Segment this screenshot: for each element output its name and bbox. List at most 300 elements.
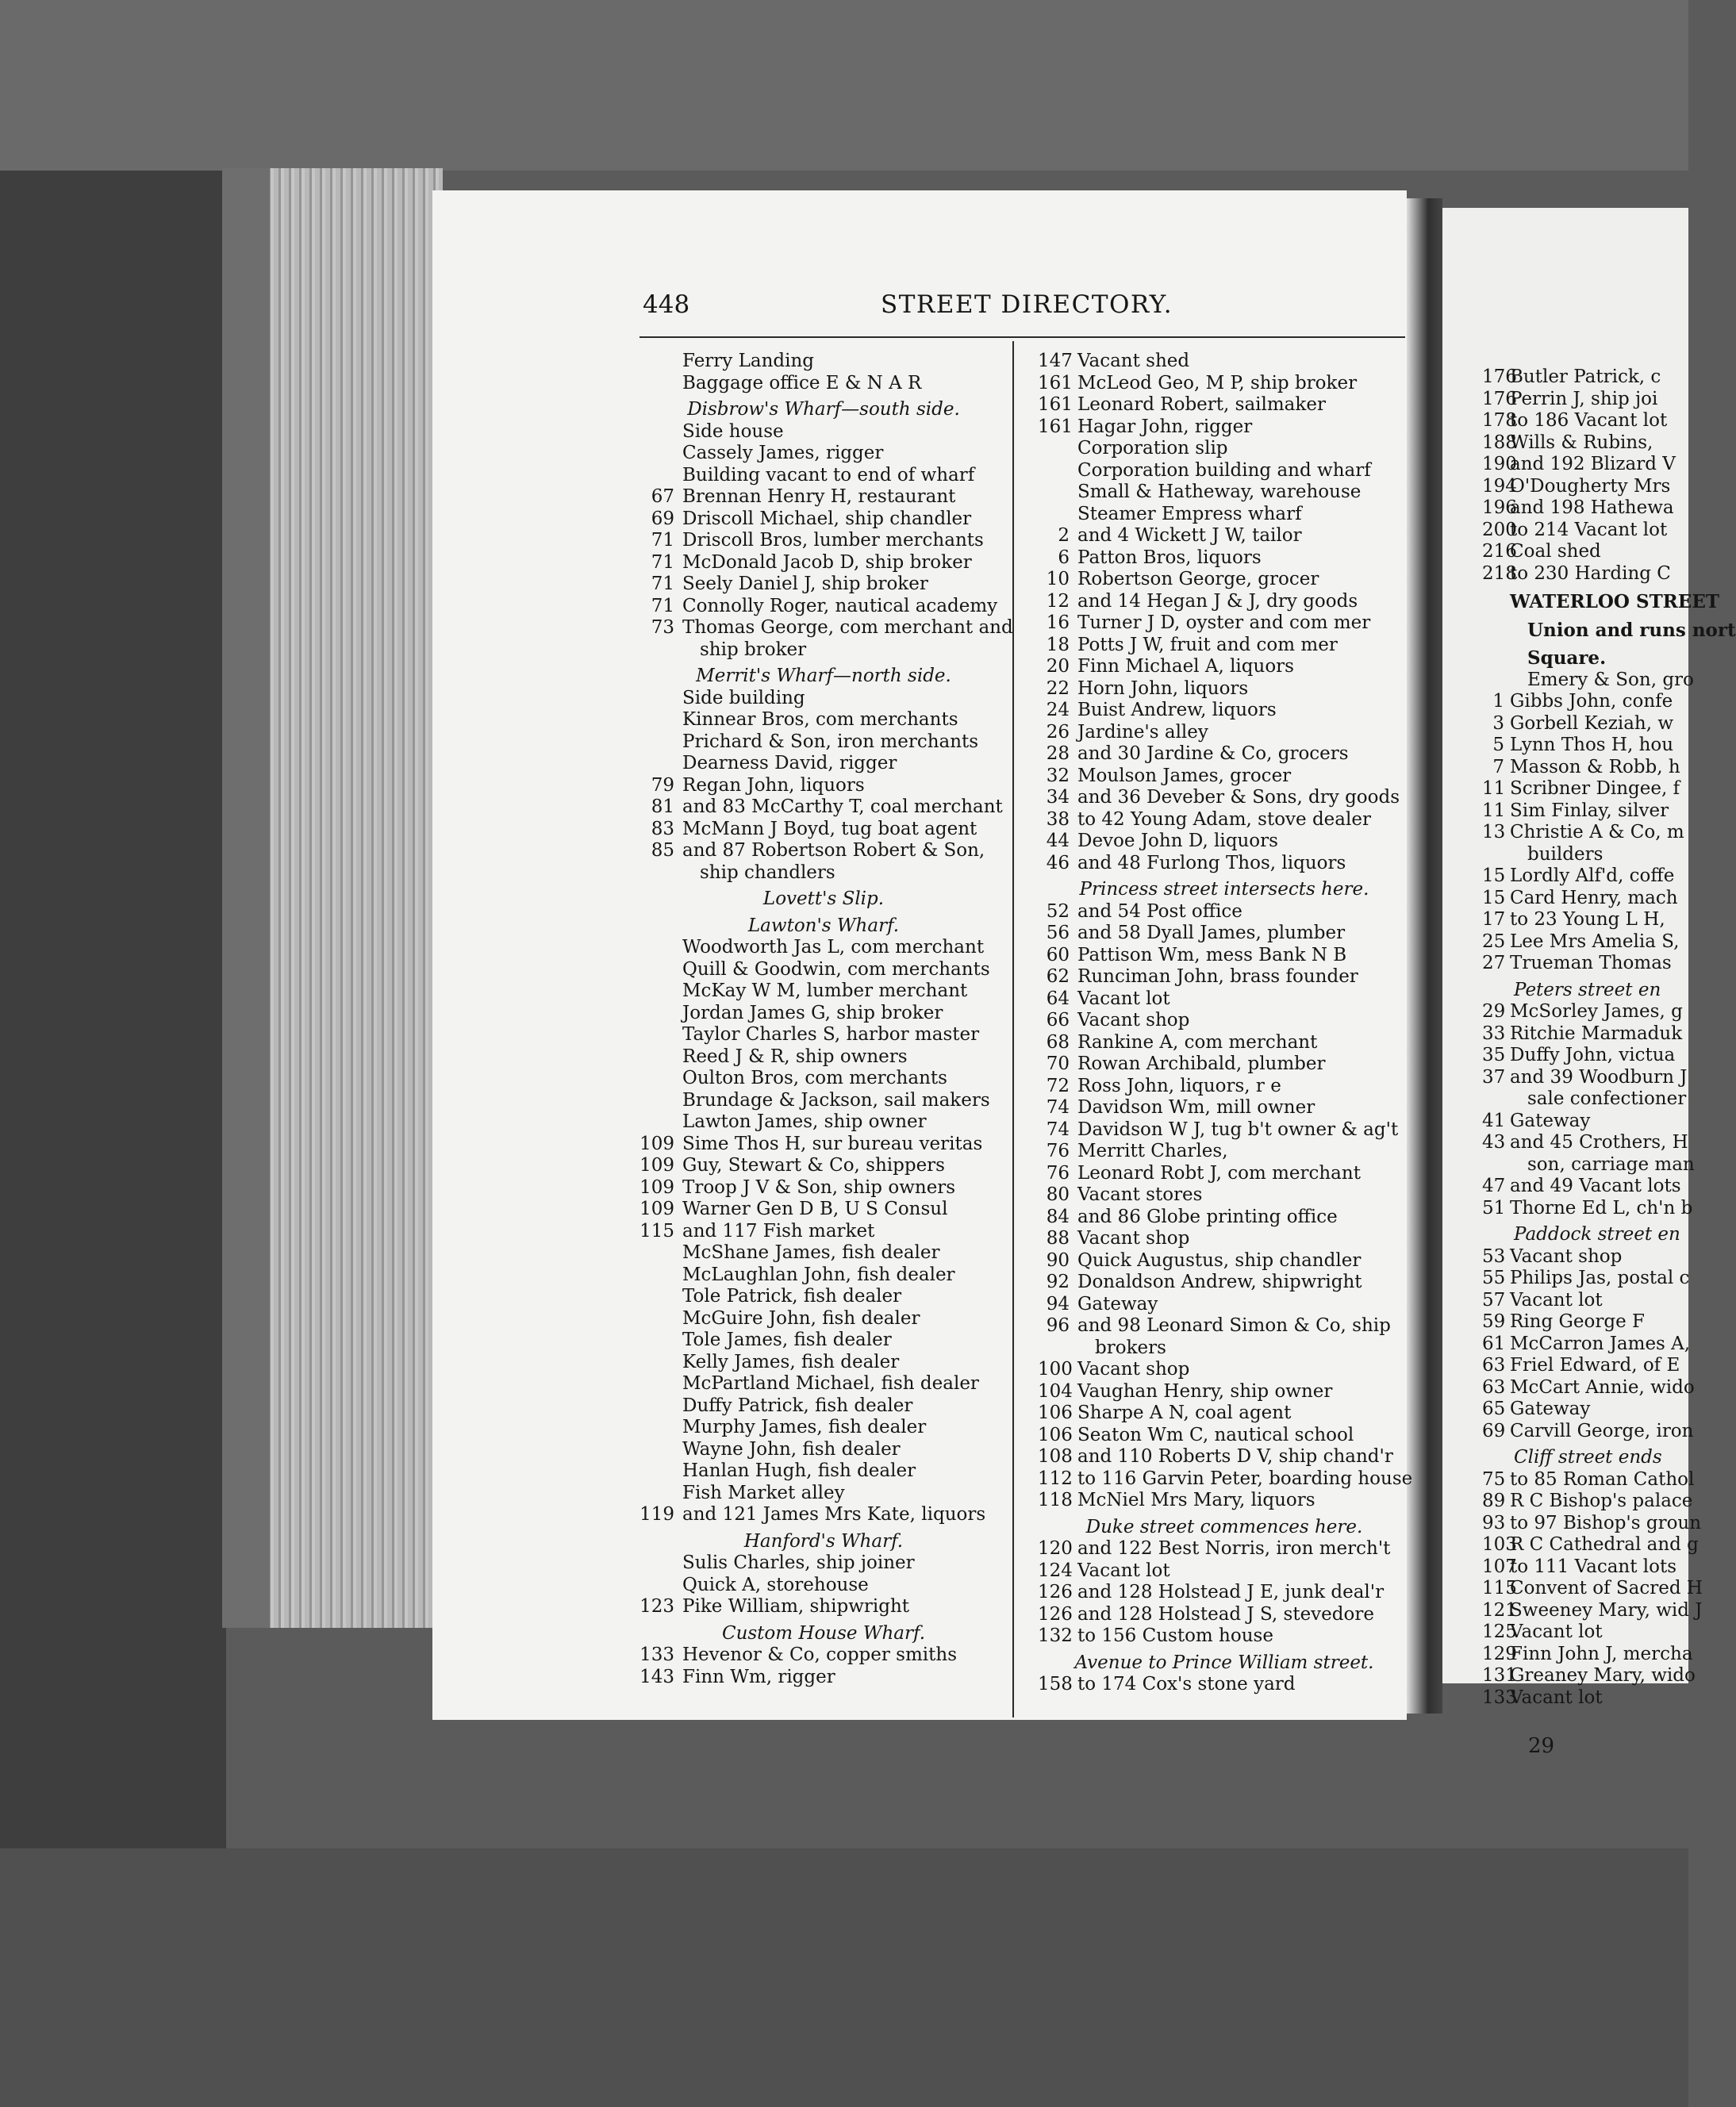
directory-entry bbox=[633, 1575, 1014, 1597]
street-number: 11 bbox=[1482, 800, 1506, 821]
directory-entry bbox=[633, 840, 1014, 862]
entry-text: Corporation building and wharf bbox=[1077, 459, 1371, 481]
entry-text: Lee Mrs Amelia S, bbox=[1510, 931, 1680, 952]
directory-entry bbox=[1482, 822, 1688, 844]
entry-text: WATERLOO STREET bbox=[1510, 591, 1719, 612]
directory-entry bbox=[1482, 591, 1719, 613]
directory-entry bbox=[1482, 1045, 1688, 1067]
directory-entry bbox=[633, 1155, 1014, 1177]
entry-text: Ferry Landing bbox=[682, 351, 815, 371]
entry-text: ship chandlers bbox=[700, 862, 835, 883]
street-number: 16 bbox=[1046, 612, 1070, 633]
directory-entry bbox=[633, 1483, 1014, 1505]
entry-text: R C Bishop's palace bbox=[1510, 1491, 1693, 1511]
street-number: 188 bbox=[1482, 432, 1517, 453]
directory-entry bbox=[633, 1439, 1014, 1461]
directory-entry bbox=[633, 1024, 1014, 1046]
section-heading bbox=[1038, 1652, 1411, 1675]
directory-entry bbox=[1038, 1315, 1411, 1338]
directory-entry bbox=[1482, 669, 1694, 692]
directory-entry bbox=[1482, 1001, 1688, 1023]
street-number: 119 bbox=[639, 1504, 674, 1525]
directory-entry bbox=[633, 959, 1014, 981]
section-heading-text: Disbrow's Wharf—south side. bbox=[687, 399, 960, 420]
street-number: 176 bbox=[1482, 367, 1517, 387]
street-number bbox=[1482, 670, 1510, 692]
entry-text: Emery & Son, gro bbox=[1527, 669, 1694, 690]
street-number: 72 bbox=[1046, 1075, 1070, 1096]
entry-text: Vacant shop bbox=[1510, 1245, 1623, 1267]
directory-entry bbox=[633, 1068, 1014, 1090]
street-number: 112 bbox=[1038, 1468, 1073, 1489]
entry-text: Fish Market alley bbox=[682, 1482, 845, 1503]
entry-text: Seaton Wm C, nautical school bbox=[1077, 1424, 1354, 1445]
section-heading-text: Princess street intersects here. bbox=[1079, 879, 1369, 900]
directory-entry bbox=[1038, 1294, 1411, 1316]
street-number bbox=[633, 1439, 682, 1461]
street-number: 75 bbox=[1482, 1468, 1506, 1490]
street-number: 74 bbox=[1046, 1119, 1070, 1140]
entry-text: Oulton Bros, com merchants bbox=[682, 1068, 947, 1088]
street-number: 133 bbox=[1482, 1687, 1517, 1708]
section-heading bbox=[633, 915, 1014, 938]
section-heading-text: Paddock street en bbox=[1514, 1224, 1680, 1245]
entry-text: and 45 Crothers, H bbox=[1510, 1132, 1688, 1153]
entry-text: Quick A, storehouse bbox=[682, 1574, 869, 1595]
directory-entry bbox=[1038, 569, 1411, 591]
entry-text: Sharpe A N, coal agent bbox=[1077, 1403, 1292, 1423]
entry-text: Warner Gen D B, U S Consul bbox=[682, 1199, 948, 1219]
entry-text: and 83 McCarthy T, coal merchant bbox=[682, 796, 1003, 817]
directory-entry bbox=[1038, 1604, 1411, 1626]
section-heading bbox=[633, 888, 1014, 911]
entry-text: Kelly James, fish dealer bbox=[682, 1351, 900, 1372]
directory-entry bbox=[1482, 1420, 1694, 1443]
directory-entry bbox=[1482, 1622, 1688, 1644]
entry-text: ship broker bbox=[700, 639, 807, 660]
entry-text: McNiel Mrs Mary, liquors bbox=[1077, 1490, 1315, 1510]
directory-entry bbox=[1038, 766, 1411, 788]
street-number: 106 bbox=[1038, 1424, 1073, 1445]
street-number: 29 bbox=[1482, 1001, 1506, 1022]
street-number bbox=[633, 1068, 682, 1090]
entry-text: Ring George F bbox=[1510, 1311, 1645, 1332]
street-number: 27 bbox=[1482, 953, 1506, 973]
directory-entry bbox=[633, 1504, 1014, 1526]
street-number: 20 bbox=[1046, 656, 1070, 677]
entry-text: and 39 Woodburn J bbox=[1510, 1066, 1688, 1088]
directory-entry bbox=[1038, 612, 1411, 635]
directory-entry bbox=[1038, 945, 1411, 967]
directory-entry bbox=[1482, 563, 1688, 585]
street-number: 44 bbox=[1046, 831, 1070, 851]
street-number: 108 bbox=[1038, 1446, 1073, 1467]
directory-entry bbox=[1038, 1010, 1411, 1032]
directory-entry bbox=[1038, 1207, 1411, 1229]
directory-entry bbox=[1038, 700, 1411, 722]
directory-entry bbox=[633, 796, 1014, 819]
street-number: 65 bbox=[1482, 1399, 1506, 1419]
street-number: 85 bbox=[651, 840, 674, 861]
street-number: 69 bbox=[651, 508, 674, 529]
section-heading-text: Hanford's Wharf. bbox=[743, 1530, 904, 1552]
directory-entry bbox=[633, 351, 1014, 373]
entry-text: Merritt Charles, bbox=[1077, 1141, 1228, 1161]
entry-text: and 110 Roberts D V, ship chand'r bbox=[1077, 1446, 1393, 1467]
entry-text: Kinnear Bros, com merchants bbox=[682, 709, 958, 730]
street-number bbox=[633, 981, 682, 1003]
entry-text: Connolly Roger, nautical academy bbox=[682, 595, 998, 616]
entry-text: Brennan Henry H, restaurant bbox=[682, 486, 956, 507]
directory-entry bbox=[633, 1003, 1014, 1025]
directory-entry bbox=[633, 1090, 1014, 1112]
directory-entry bbox=[633, 775, 1014, 797]
directory-entry bbox=[1038, 591, 1411, 613]
street-number: 129 bbox=[1482, 1643, 1517, 1664]
directory-entry bbox=[1482, 1088, 1688, 1111]
entry-text: Gateway bbox=[1510, 1110, 1591, 1131]
entry-text: Hagar John, rigger bbox=[1077, 416, 1253, 437]
entry-text: Davidson W J, tug b't owner & ag't bbox=[1077, 1119, 1399, 1140]
street-number bbox=[633, 351, 682, 373]
directory-entry bbox=[1038, 966, 1411, 988]
street-number: 126 bbox=[1038, 1582, 1073, 1602]
directory-entry bbox=[1038, 1163, 1411, 1185]
section-heading-text: Lovett's Slip. bbox=[762, 888, 885, 909]
street-number: 64 bbox=[1046, 988, 1070, 1009]
directory-column-3 bbox=[1482, 367, 1736, 1709]
street-number bbox=[633, 1552, 682, 1575]
street-number: 143 bbox=[639, 1666, 674, 1687]
directory-entry bbox=[1038, 1250, 1411, 1272]
section-heading-text: Custom House Wharf. bbox=[721, 1622, 926, 1644]
entry-text: Hevenor & Co, copper smiths bbox=[682, 1645, 958, 1665]
entry-text: Finn Michael A, liquors bbox=[1077, 656, 1294, 677]
entry-text: Vacant stores bbox=[1077, 1184, 1203, 1205]
entry-text: Finn John J, mercha bbox=[1510, 1643, 1693, 1664]
directory-entry bbox=[1038, 809, 1411, 831]
entry-text: and 198 Hathewa bbox=[1510, 497, 1674, 518]
entry-text: McCart Annie, wido bbox=[1510, 1376, 1695, 1398]
entry-text: Lordly Alf'd, coffe bbox=[1510, 865, 1675, 886]
directory-entry bbox=[1482, 541, 1688, 563]
entry-text: Leonard Robt J, com merchant bbox=[1077, 1162, 1361, 1184]
section-heading bbox=[633, 666, 1014, 688]
street-number: 61 bbox=[1482, 1333, 1506, 1354]
directory-entry bbox=[1482, 1399, 1688, 1421]
directory-entry bbox=[1482, 476, 1688, 498]
street-number: 34 bbox=[1046, 787, 1070, 808]
directory-entry bbox=[633, 509, 1014, 531]
street-number bbox=[633, 1483, 682, 1505]
entry-text: Vacant shop bbox=[1077, 1228, 1190, 1249]
street-number: 106 bbox=[1038, 1403, 1073, 1423]
entry-text: McShane James, fish dealer bbox=[682, 1242, 940, 1263]
entry-text: Coal shed bbox=[1510, 541, 1601, 562]
entry-text: Gorbell Keziah, w bbox=[1510, 712, 1674, 734]
entry-text: and 128 Holstead J E, junk deal'r bbox=[1077, 1582, 1385, 1602]
directory-entry bbox=[1482, 367, 1688, 389]
section-heading-text: Merrit's Wharf—north side. bbox=[696, 666, 951, 686]
directory-entry bbox=[1482, 432, 1688, 455]
directory-entry bbox=[1482, 931, 1688, 954]
directory-entry bbox=[633, 1330, 1014, 1352]
entry-text: to 156 Custom house bbox=[1077, 1625, 1273, 1646]
entry-text: Woodworth Jas L, com merchant bbox=[682, 937, 985, 958]
section-heading bbox=[1038, 1517, 1411, 1539]
directory-entry bbox=[633, 1417, 1014, 1439]
street-number: 83 bbox=[651, 818, 674, 839]
directory-entry bbox=[633, 937, 1014, 959]
scanner-background-left bbox=[0, 171, 226, 1848]
street-number: 109 bbox=[639, 1199, 674, 1219]
entry-text: Christie A & Co, m bbox=[1510, 822, 1684, 842]
entry-text: Union and runs nort bbox=[1527, 619, 1736, 641]
street-number: 100 bbox=[1038, 1359, 1073, 1380]
directory-entry bbox=[1038, 1076, 1411, 1098]
street-number: 123 bbox=[639, 1596, 674, 1617]
directory-entry bbox=[1482, 691, 1688, 713]
entry-text: Side house bbox=[682, 420, 784, 442]
street-number: 38 bbox=[1046, 808, 1070, 830]
directory-column-2 bbox=[1038, 351, 1411, 1696]
directory-entry bbox=[1482, 909, 1688, 931]
directory-entry bbox=[633, 1596, 1014, 1618]
street-number bbox=[633, 373, 682, 395]
directory-entry bbox=[1038, 1468, 1411, 1491]
section-heading bbox=[1482, 1224, 1688, 1246]
directory-entry bbox=[1038, 1582, 1411, 1604]
street-number bbox=[1482, 844, 1510, 866]
street-number bbox=[633, 959, 682, 981]
entry-text: McKay W M, lumber merchant bbox=[682, 981, 968, 1001]
entry-text: McLeod Geo, M P, ship broker bbox=[1077, 372, 1358, 393]
entry-text: Sulis Charles, ship joiner bbox=[682, 1552, 915, 1573]
street-number: 67 bbox=[651, 486, 674, 507]
directory-entry bbox=[1038, 1674, 1411, 1696]
entry-text: Sime Thos H, sur bureau veritas bbox=[682, 1133, 983, 1154]
street-number bbox=[633, 688, 682, 710]
section-heading-text: Duke street commences here. bbox=[1085, 1516, 1363, 1537]
entry-text: Finn Wm, rigger bbox=[682, 1666, 835, 1687]
street-number: 68 bbox=[1046, 1031, 1070, 1053]
section-heading-text: Avenue to Prince William street. bbox=[1074, 1652, 1374, 1673]
directory-entry bbox=[1482, 1556, 1688, 1579]
entry-text: Donaldson Andrew, shipwright bbox=[1077, 1272, 1362, 1292]
street-number: 103 bbox=[1482, 1534, 1517, 1555]
directory-entry bbox=[1038, 1425, 1411, 1447]
entry-text: Pattison Wm, mess Bank N B bbox=[1077, 944, 1347, 965]
entry-text: Hanlan Hugh, fish dealer bbox=[682, 1460, 916, 1481]
directory-entry bbox=[633, 819, 1014, 841]
scanner-background-bottom bbox=[0, 1848, 1688, 2107]
street-number: 33 bbox=[1482, 1023, 1506, 1044]
entry-text: Vacant lot bbox=[1510, 1622, 1603, 1642]
directory-entry bbox=[1038, 1338, 1411, 1360]
entry-text: Jardine's alley bbox=[1077, 721, 1208, 743]
directory-entry bbox=[1038, 525, 1411, 547]
entry-text: to 186 Vacant lot bbox=[1510, 410, 1668, 431]
street-number: 93 bbox=[1482, 1512, 1506, 1533]
entry-text: Vacant shed bbox=[1077, 351, 1190, 371]
directory-entry bbox=[1038, 923, 1411, 945]
directory-entry bbox=[1482, 1491, 1693, 1513]
street-number: 96 bbox=[1046, 1315, 1070, 1336]
directory-entry bbox=[1482, 1067, 1688, 1089]
directory-entry bbox=[1038, 901, 1411, 923]
street-number bbox=[633, 862, 682, 885]
street-number: 18 bbox=[1046, 634, 1070, 655]
entry-text: Murphy James, fish dealer bbox=[682, 1417, 927, 1437]
entry-text: Driscoll Michael, ship chandler bbox=[682, 508, 972, 529]
street-number: 24 bbox=[1046, 700, 1070, 720]
right-page-folio: 29 bbox=[1528, 1734, 1555, 1758]
directory-entry bbox=[1482, 1246, 1688, 1268]
section-heading bbox=[1482, 1447, 1688, 1469]
directory-entry bbox=[633, 552, 1014, 574]
entry-text: Duffy John, victua bbox=[1510, 1045, 1676, 1065]
street-number: 15 bbox=[1482, 887, 1506, 908]
street-number: 1 bbox=[1492, 691, 1504, 712]
directory-entry bbox=[633, 1134, 1014, 1156]
directory-entry bbox=[1038, 482, 1411, 504]
street-number: 109 bbox=[639, 1176, 674, 1198]
street-number: 25 bbox=[1482, 931, 1506, 952]
street-number bbox=[633, 731, 682, 754]
directory-entry bbox=[1038, 1119, 1411, 1142]
entry-text: McCarron James A, bbox=[1510, 1333, 1691, 1354]
street-number: 161 bbox=[1038, 394, 1073, 415]
street-number bbox=[1038, 438, 1077, 460]
directory-entry bbox=[1038, 831, 1411, 853]
street-number: 132 bbox=[1038, 1625, 1073, 1646]
street-number: 17 bbox=[1482, 909, 1506, 930]
directory-entry bbox=[1482, 1333, 1691, 1356]
directory-entry bbox=[1038, 1272, 1411, 1294]
section-heading bbox=[633, 399, 1014, 421]
entry-text: Vaughan Henry, ship owner bbox=[1077, 1380, 1333, 1402]
street-number: 133 bbox=[639, 1645, 674, 1665]
street-number: 5 bbox=[1492, 735, 1504, 755]
entry-text: Leonard Robert, sailmaker bbox=[1077, 394, 1326, 415]
entry-text: Wills & Rubins, bbox=[1510, 432, 1653, 453]
street-number: 22 bbox=[1046, 677, 1070, 699]
directory-entry bbox=[1038, 1560, 1411, 1583]
entry-text: and 58 Dyall James, plumber bbox=[1077, 923, 1346, 943]
street-number: 80 bbox=[1046, 1184, 1070, 1205]
directory-entry bbox=[633, 1199, 1014, 1221]
directory-entry bbox=[1038, 656, 1411, 678]
directory-entry bbox=[633, 1460, 1014, 1483]
entry-text: Greaney Mary, wido bbox=[1510, 1665, 1696, 1686]
street-number: 71 bbox=[651, 551, 674, 573]
directory-entry bbox=[1482, 619, 1736, 642]
entry-text: Lynn Thos H, hou bbox=[1510, 735, 1674, 755]
street-number bbox=[1038, 1338, 1077, 1360]
street-number bbox=[1482, 647, 1510, 670]
street-number: 71 bbox=[651, 574, 674, 594]
street-number: 118 bbox=[1038, 1490, 1073, 1510]
entry-text: Vacant lot bbox=[1510, 1687, 1603, 1708]
street-number: 2 bbox=[1058, 525, 1070, 546]
street-number bbox=[633, 639, 682, 662]
directory-entry bbox=[1482, 1578, 1703, 1600]
street-number: 126 bbox=[1038, 1603, 1073, 1625]
street-number: 52 bbox=[1046, 900, 1070, 922]
directory-entry bbox=[1482, 454, 1688, 476]
directory-entry bbox=[633, 530, 1014, 552]
entry-text: Davidson Wm, mill owner bbox=[1077, 1097, 1315, 1118]
street-number: 51 bbox=[1482, 1197, 1506, 1219]
street-number: 109 bbox=[639, 1155, 674, 1176]
directory-entry bbox=[1038, 1381, 1411, 1403]
street-number: 63 bbox=[1482, 1376, 1506, 1398]
directory-entry bbox=[1038, 1032, 1411, 1054]
street-number: 79 bbox=[651, 774, 674, 796]
entry-text: Gibbs John, confe bbox=[1510, 691, 1673, 712]
directory-entry bbox=[633, 1286, 1014, 1308]
street-number: 109 bbox=[639, 1133, 674, 1154]
entry-text: sale confectioner bbox=[1527, 1088, 1687, 1109]
directory-entry bbox=[1038, 438, 1411, 460]
street-number: 88 bbox=[1046, 1228, 1070, 1249]
entry-text: and 122 Best Norris, iron merch't bbox=[1077, 1538, 1391, 1559]
directory-entry bbox=[1482, 647, 1688, 670]
directory-entry bbox=[633, 731, 1014, 754]
directory-entry bbox=[633, 639, 1014, 662]
entry-text: Buist Andrew, liquors bbox=[1077, 700, 1277, 720]
entry-text: Cassely James, rigger bbox=[682, 443, 884, 463]
section-heading-text: Lawton's Wharf. bbox=[747, 915, 900, 936]
entry-text: to 174 Cox's stone yard bbox=[1077, 1674, 1296, 1694]
entry-text: Small & Hatheway, warehouse bbox=[1077, 482, 1362, 502]
street-number bbox=[1482, 1154, 1510, 1176]
street-number: 59 bbox=[1482, 1311, 1506, 1332]
street-number bbox=[1038, 504, 1077, 526]
entry-text: brokers bbox=[1095, 1337, 1166, 1358]
street-number: 62 bbox=[1046, 966, 1070, 987]
directory-entry bbox=[633, 1352, 1014, 1374]
street-number bbox=[633, 709, 682, 731]
directory-entry bbox=[1482, 520, 1688, 542]
directory-entry bbox=[1038, 373, 1411, 395]
directory-entry bbox=[1038, 1054, 1411, 1076]
entry-text: McSorley James, g bbox=[1510, 1001, 1683, 1022]
entry-text: Pike William, shipwright bbox=[682, 1596, 910, 1617]
street-number: 194 bbox=[1482, 475, 1517, 497]
entry-text: Vacant lot bbox=[1077, 1560, 1170, 1581]
street-number bbox=[633, 443, 682, 465]
street-number: 13 bbox=[1482, 822, 1506, 842]
entry-text: Regan John, liquors bbox=[682, 774, 865, 796]
street-number bbox=[633, 1242, 682, 1265]
directory-entry bbox=[633, 574, 1014, 596]
entry-text: Friel Edward, of E bbox=[1510, 1355, 1680, 1376]
directory-entry bbox=[1038, 988, 1411, 1011]
street-number bbox=[633, 1395, 682, 1418]
directory-entry bbox=[1482, 1268, 1688, 1290]
street-number: 11 bbox=[1482, 778, 1506, 799]
directory-entry bbox=[1482, 1355, 1688, 1377]
directory-entry bbox=[633, 981, 1014, 1003]
entry-text: and 87 Robertson Robert & Son, bbox=[682, 840, 985, 861]
street-number: 41 bbox=[1482, 1110, 1506, 1131]
street-number: 94 bbox=[1046, 1293, 1070, 1314]
street-number: 71 bbox=[651, 595, 674, 616]
page-title: STREET DIRECTORY. bbox=[881, 290, 1173, 319]
directory-entry bbox=[1038, 1097, 1411, 1119]
entry-text: Reed J & R, ship owners bbox=[682, 1046, 908, 1067]
